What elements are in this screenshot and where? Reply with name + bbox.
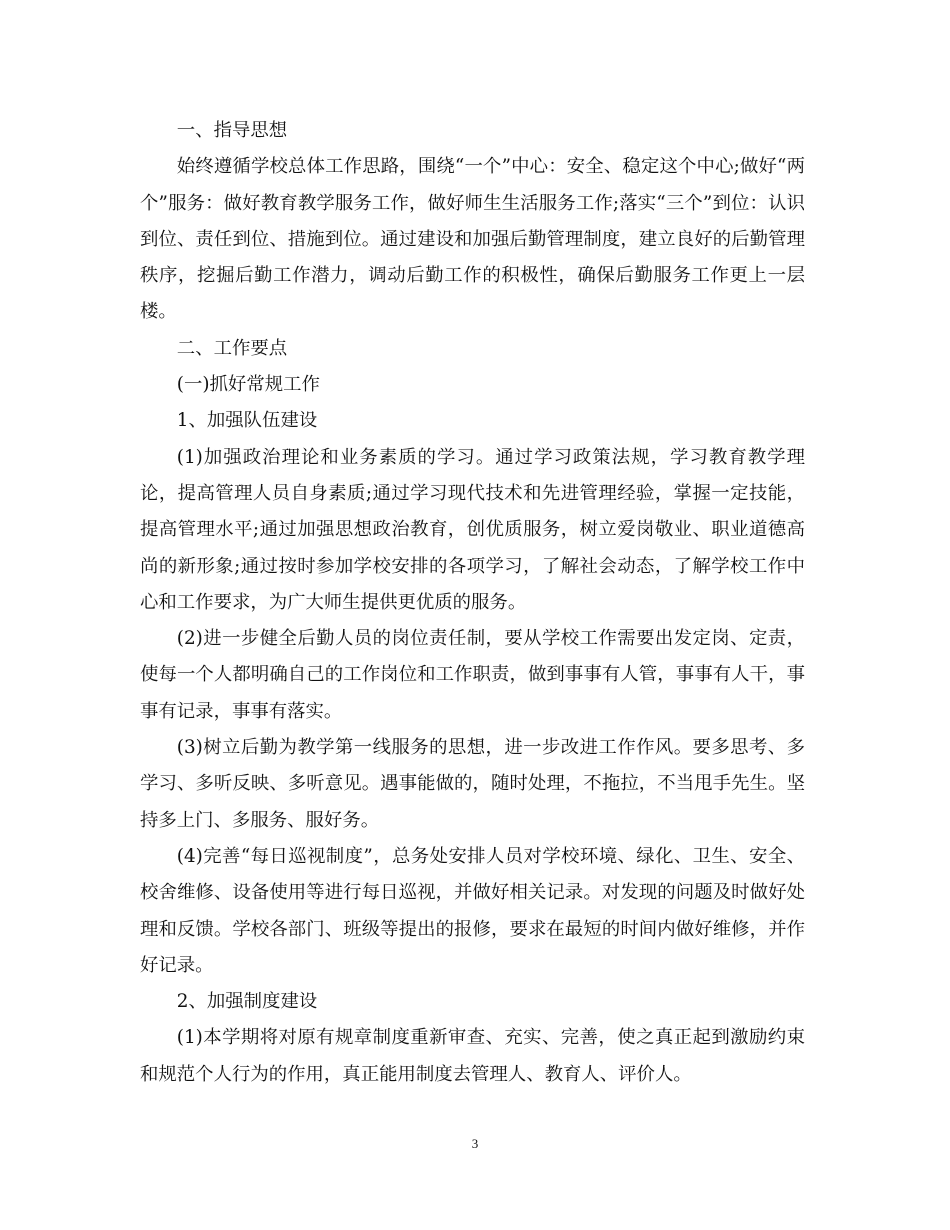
paragraph-team-building-1: (1)加强政治理论和业务素质的学习。通过学习政策法规，学习教育教学理论，提高管理人员自身素质;通过学习现代技术和先进管理经验，掌握一定技能，提高管理水平;通过加强思想政治教育，创优质服务，树立爱岗敬业、职业道德高尚的新形象;通过按时参加学校安排的各项学习，了解社会动态，了解学校工作中心和工作要求，为广大师生提供更优质的服务。 bbox=[140, 446, 805, 613]
paragraph-team-building-2: (2)进一步健全后勤人员的岗位责任制，要从学校工作需要出发定岗、定责，使每一个人都明确自己的工作岗位和工作职责，做到事事有人管，事事有人干，事事有记录，事事有落实。 bbox=[140, 628, 805, 722]
document-body bbox=[140, 113, 805, 1093]
page-number: 3 bbox=[471, 1136, 479, 1151]
paragraph-system-building-1: (1)本学期将对原有规章制度重新审查、充实、完善，使之真正起到激励约束和规范个人行为的作用，真正能用制度去管理人、教育人、评价人。 bbox=[140, 1027, 805, 1085]
subsection-heading-routine-work: (一)抓好常规工作 bbox=[176, 374, 320, 396]
section-heading-guiding-thought: 一、指导思想 bbox=[176, 120, 288, 141]
item-heading-team-building: 1、加强队伍建设 bbox=[176, 410, 318, 432]
paragraph-team-building-4: (4)完善“每日巡视制度”，总务处安排人员对学校环境、绿化、卫生、安全、校舍维修、设备使用等进行每日巡视，并做好相关记录。对发现的问题及时做好处理和反馈。学校各部门、班级等提出的报修，要求在最短的时间内做好维修，并作好记录。 bbox=[140, 845, 805, 976]
section-heading-work-points: 二、工作要点 bbox=[176, 337, 288, 359]
item-heading-system-building: 2、加强制度建设 bbox=[176, 991, 318, 1013]
paragraph-team-building-3: (3)树立后勤为教学第一线服务的思想，进一步改进工作作风。要多思考、多学习、多听反映、多听意见。遇事能做的，随时处理，不拖拉，不当甩手先生。坚持多上门、多服务、服好务。 bbox=[140, 737, 805, 831]
paragraph-guiding-thought: 始终遵循学校总体工作思路，围绕“一个”中心：安全、稳定这个中心;做好“两个”服务：做好教育教学服务工作，做好师生生活服务工作;落实“三个”到位：认识到位、责任到位、措施到位。通过建设和加强后勤管理制度，建立良好的后勤管理秩序，挖掘后勤工作潜力，调动后勤工作的积极性，确保后勤服务工作更上一层楼。 bbox=[140, 156, 805, 323]
